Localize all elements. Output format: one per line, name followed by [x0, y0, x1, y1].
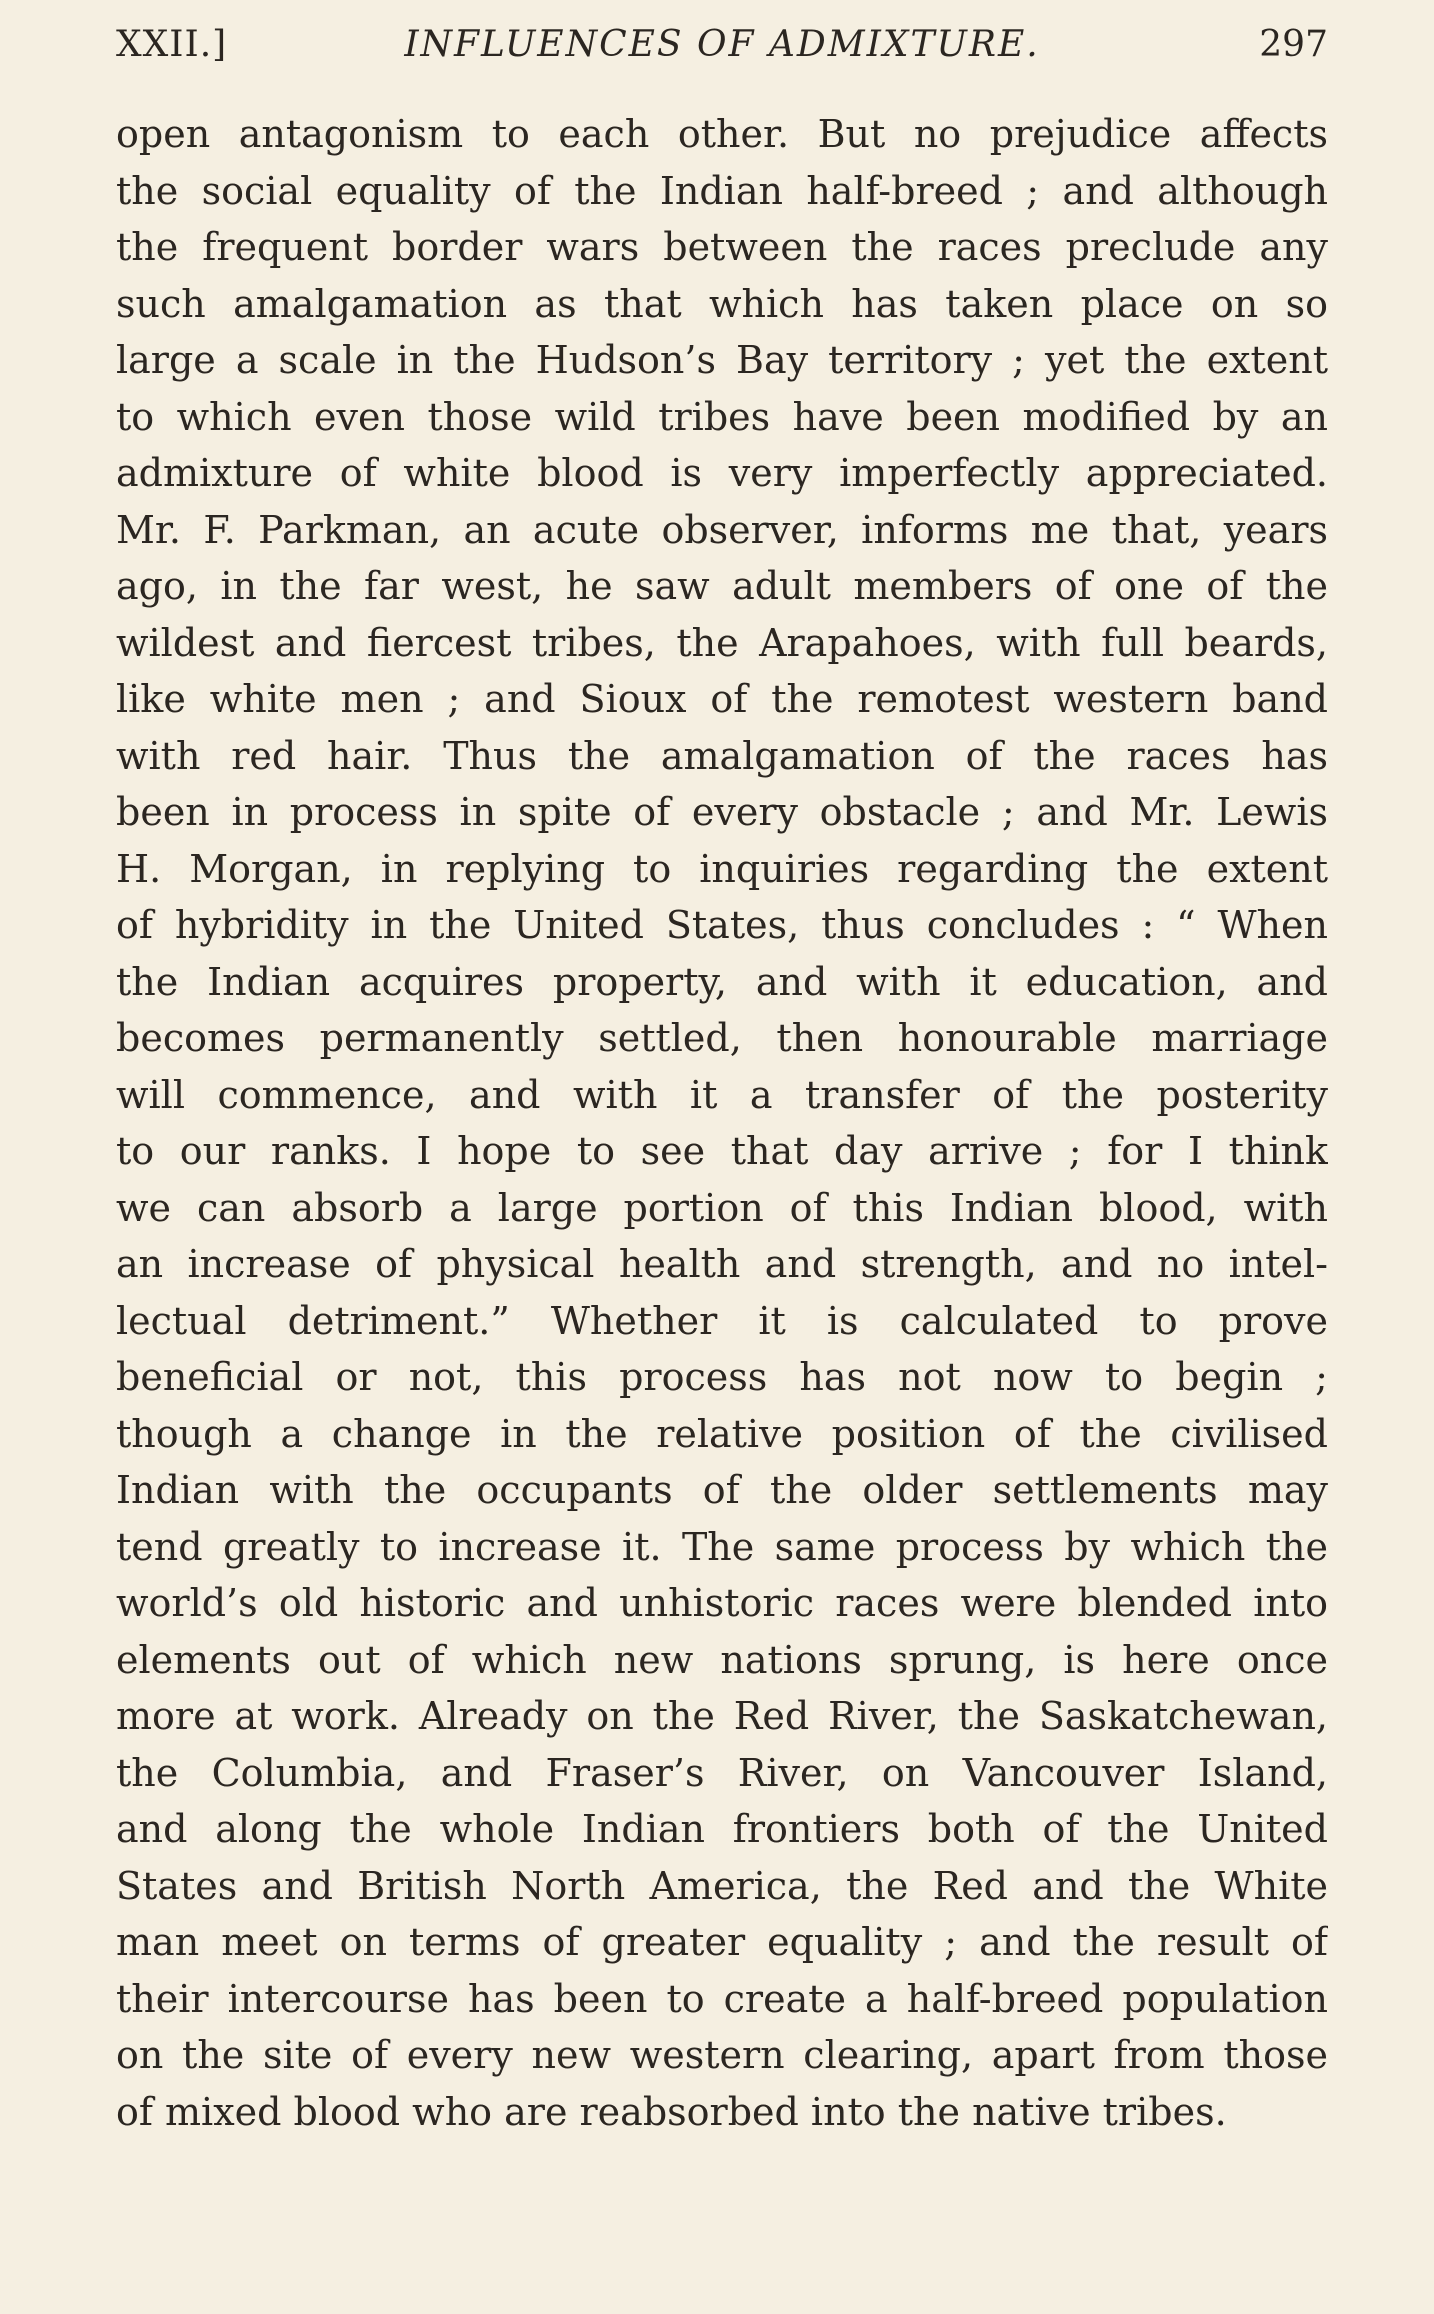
text-line: large a scale in the Hudson’s Bay territory ; yet the extent: [116, 338, 1328, 382]
text-line: on the site of every new western clearing, apart from those: [116, 2033, 1328, 2077]
text-line: their intercourse has been to create a half-breed population: [116, 1976, 1328, 2021]
text-line: more at work. Already on the Red River, the Saskatchewan,: [116, 1694, 1328, 1738]
text-line: an increase of physical health and strength, and no intel-: [116, 1242, 1328, 1286]
text-line: the frequent border wars between the races preclude any: [116, 225, 1328, 269]
text-line: tend greatly to increase it. The same process by which the: [116, 1524, 1328, 1569]
text-line: been in process in spite of every obstacle ; and Mr. Lewis: [116, 790, 1328, 834]
text-line: like white men ; and Sioux of the remotest western band: [116, 677, 1328, 721]
text-line: world’s old historic and unhistoric races were blended into: [116, 1581, 1328, 1625]
text-line: we can absorb a large portion of this Indian blood, with: [116, 1185, 1328, 1230]
text-line: States and British North America, the Red and the White: [116, 1863, 1328, 1908]
text-line: the social equality of the Indian half-breed ; and although: [116, 168, 1328, 213]
text-line: becomes permanently settled, then honourable marriage: [116, 1016, 1328, 1060]
text-line: Indian with the occupants of the older settlements may: [116, 1468, 1328, 1512]
text-line: man meet on terms of greater equality ; and the result of: [116, 1920, 1328, 1964]
text-line: of hybridity in the United States, thus concludes : “ When: [116, 903, 1328, 947]
text-line: the Columbia, and Fraser’s River, on Vancouver Island,: [116, 1750, 1328, 1795]
text-line: will commence, and with it a transfer of the posterity: [116, 1072, 1328, 1117]
text-line: such amalgamation as that which has taken place on so: [116, 281, 1328, 326]
text-line: H. Morgan, in replying to inquiries regarding the extent: [116, 846, 1328, 891]
text-line: Mr. F. Parkman, an acute observer, informs me that, years: [116, 507, 1328, 552]
text-line: with red hair. Thus the amalgamation of the races has: [116, 733, 1328, 778]
text-line: beneficial or not, this process has not now to begin ;: [116, 1355, 1328, 1399]
text-line: and along the whole Indian frontiers both of the United: [116, 1807, 1328, 1851]
running-title: INFLUENCES OF ADMIXTURE.: [404, 24, 1040, 65]
text-line: lectual detriment.” Whether it is calculated to prove: [116, 1298, 1328, 1343]
running-header: [116, 10, 1328, 80]
text-line: to which even those wild tribes have been modified by an: [116, 394, 1328, 439]
chapter-number: XXII.]: [116, 24, 228, 65]
page-number: 297: [1259, 24, 1328, 65]
text-line: the Indian acquires property, and with it education, and: [116, 959, 1328, 1004]
text-line: open antagonism to each other. But no prejudice affects: [116, 112, 1328, 156]
text-line: admixture of white blood is very imperfectly appreciated.: [116, 451, 1328, 495]
text-line: ago, in the far west, he saw adult members of one of the: [116, 564, 1328, 608]
body-text: [116, 106, 1328, 2140]
text-line: of mixed blood who are reabsorbed into the native tribes.: [116, 2089, 1227, 2134]
text-line: wildest and fiercest tribes, the Arapahoes, with full beards,: [116, 620, 1328, 665]
text-line: elements out of which new nations sprung, is here once: [116, 1637, 1328, 1682]
text-line: to our ranks. I hope to see that day arrive ; for I think: [116, 1129, 1328, 1173]
text-line: though a change in the relative position of the civilised: [116, 1411, 1328, 1456]
